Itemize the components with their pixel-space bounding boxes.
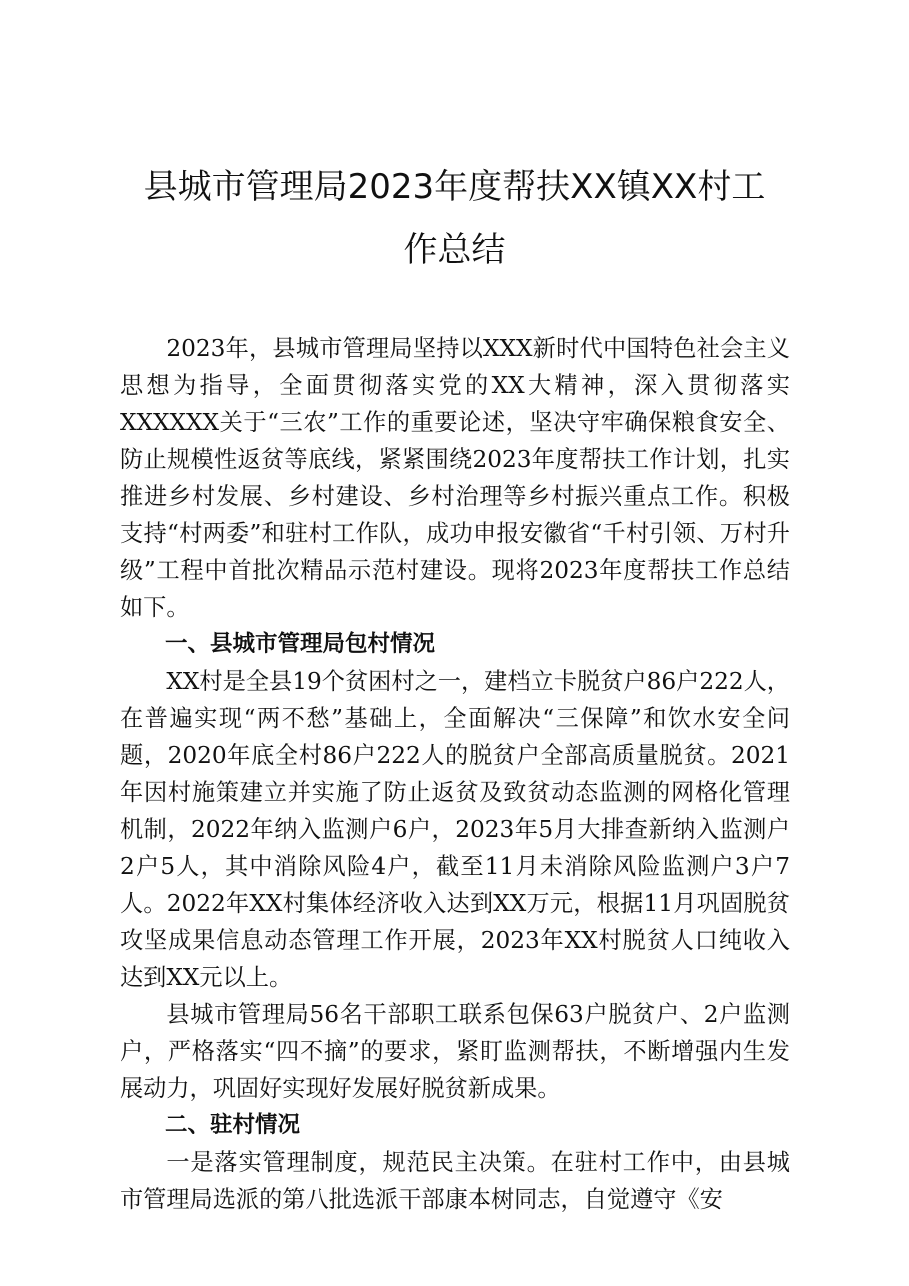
document-title-line-1: 县城市管理局2023年度帮扶XX镇XX村工	[143, 167, 766, 207]
village-info-paragraph: XX村是全县19个贫困村之一，建档立卡脱贫户86户222人，在普遍实现“两不愁”基础上，全面解决“三保障”和饮水安全问题，2020年底全村86户222人的脱贫户全部高质量脱贫。2021年因村施策建立并实施了防止返贫及致贫动态监测的网格化管理机制，2022年纳入监测户6户，2023年5月大排查新纳入监测户2户5人，其中消除风险4户，截至11月未消除风险监测户3户7人。2022年XX村集体经济收入达到XX万元，根据11月巩固脱贫攻坚成果信息动态管理工作开展，2023年XX村脱贫人口纯收入达到XX元以上。	[120, 668, 791, 991]
station-info-paragraph: 一是落实管理制度，规范民主决策。在驻村工作中，由县城市管理局选派的第八批选派干部康本树同志，自觉遵守《安	[120, 1149, 790, 1213]
intro-paragraph: 2023年，县城市管理局坚持以XXX新时代中国特色社会主义思想为指导，全面贯彻落实党的XX大精神，深入贯彻落实XXXXXX关于“三农”工作的重要论述，坚决守牢确保粮食安全、防止规模性返贫等底线，紧紧围绕2023年度帮扶工作计划，扎实推进乡村发展、乡村建设、乡村治理等乡村振兴重点工作。积极支持“村两委”和驻村工作队，成功申报安徽省“千村引领、万村升级”工程中首批次精品示范村建设。现将2023年度帮扶工作总结如下。	[120, 335, 790, 621]
document-body	[120, 330, 790, 1218]
cadre-contact-paragraph: 县城市管理局56名干部职工联系包保63户脱贫户、2户监测户，严格落实“四不摘”的要求，紧盯监测帮扶，不断增强内生发展动力，巩固好实现好发展好脱贫新成果。	[120, 1001, 790, 1102]
document-title-line-2: 作总结	[403, 230, 506, 270]
section-heading-station-info: 二、驻村情况	[165, 1112, 301, 1138]
section-heading-village-info: 一、县城市管理局包村情况	[165, 631, 436, 657]
